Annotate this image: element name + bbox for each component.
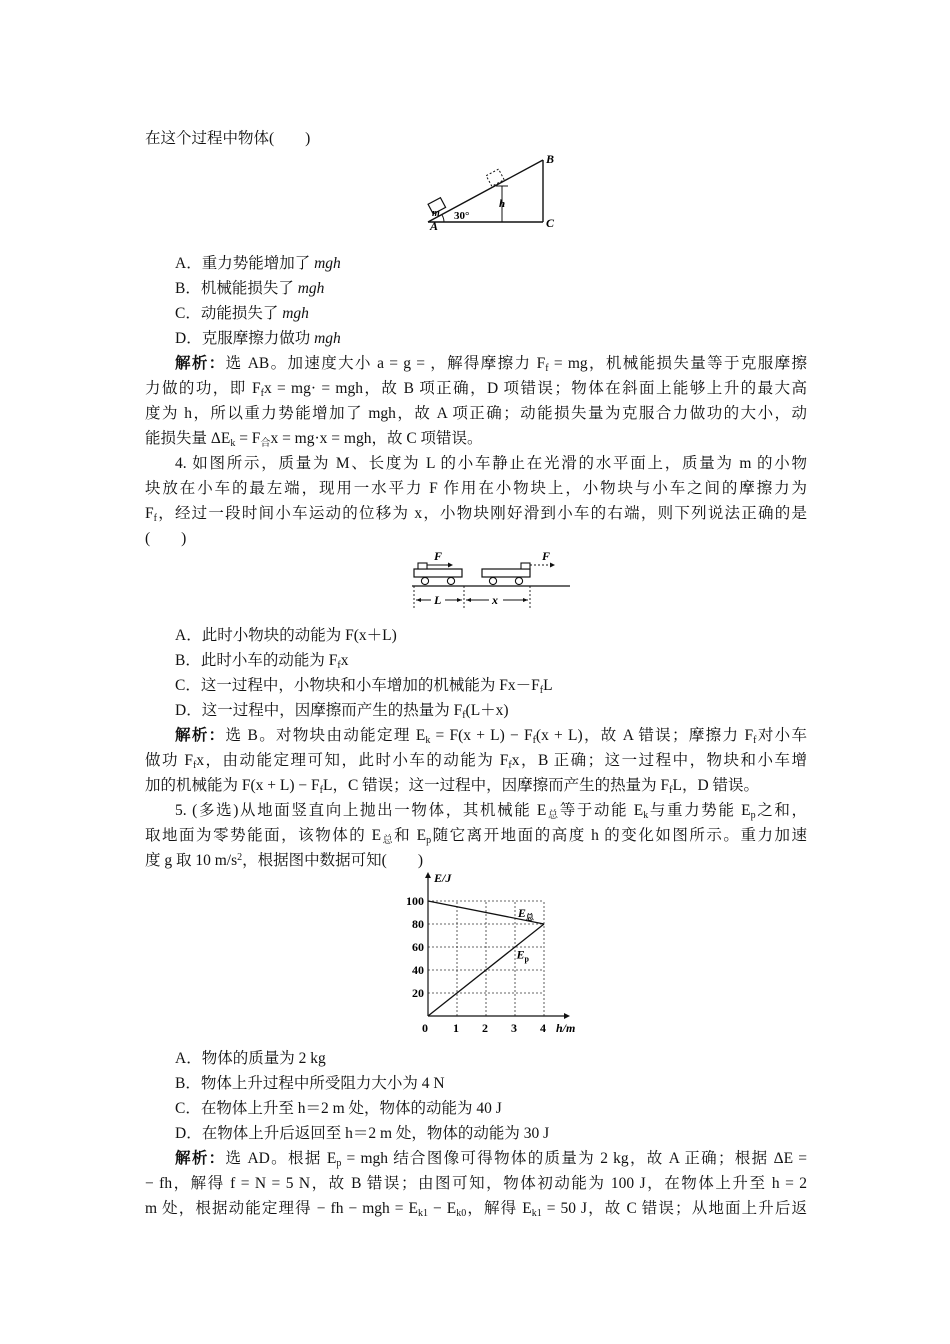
- q5-analysis-line-1: 解析：选 AD。根据 $E_p$ = mgh 结合图像可得物体的质量为 2 kg，故 A 正确；根据 ΔE =: [175, 1150, 807, 1169]
- q5-stem-line-3: 度 g 取 10 $m/s^2$，根据图中数据可知( ): [145, 852, 423, 869]
- y-tick-label: 40: [412, 963, 424, 977]
- q3-option-a: A．重力势能增加了 mgh: [175, 255, 341, 272]
- q5-stem-line-2: 取地面为零势能面，该物体的 $E_总$和 $E_p$随它离开地面的高度 h 的变化如图所示。重力加速: [145, 827, 808, 846]
- q4-analysis-line-3: 加的机械能为 $F(x + L) - F_fL$，C 错误；这一过程中，因摩擦而产生的热量为 $F_fL$，D 错误。: [145, 777, 760, 796]
- q3-analysis-line-4: 能损失量 $\Delta E_k = F_合x = mg\cdot x$ = mgh，故 C 项错误。: [145, 430, 483, 449]
- y-axis-arrow: [425, 872, 431, 878]
- y-tick-label: 100: [406, 894, 424, 908]
- q5-stem-line-1: 5. (多选)从地面竖直向上抛出一物体，其机械能 $E_总$等于动能 $E_k$与重力势能 $E_p$之和，: [175, 802, 807, 821]
- x-tick-label: 3: [511, 1021, 517, 1035]
- length-label: L: [434, 593, 442, 607]
- q5-option-b: B．物体上升过程中所受阻力大小为 4 N: [175, 1075, 445, 1092]
- series-label: $E_总$: [517, 906, 534, 923]
- q4-analysis-line-2: 做功 $F_fx$，由动能定理可知，此时小车的动能为 $F_fx$，B 正确；这一过程中，物块和小车增: [145, 752, 808, 771]
- series-label: $E_p$: [516, 947, 529, 964]
- label-b: B: [546, 152, 555, 166]
- q4-stem-line-1: 4. 如图所示，质量为 M、长度为 L 的小车静止在光滑的水平面上，质量为 m 的小物: [175, 455, 807, 472]
- q4-option-d: D．这一过程中，因摩擦而产生的热量为 $F_f(L+x)$: [175, 702, 509, 721]
- q3-option-d: D．克服摩擦力做功 mgh: [175, 330, 341, 347]
- q3-stem: 在这个过程中物体( ): [145, 130, 311, 147]
- label-a: A: [430, 219, 439, 233]
- label-h: h: [499, 198, 506, 210]
- q3-option-c: C．动能损失了 mgh: [175, 305, 309, 322]
- q4-stem-line-4: ( ): [145, 530, 187, 547]
- incline-figure: [420, 150, 570, 234]
- q3-analysis-line-3: 度为 h，所以重力势能增加了 mgh，故 A 项正确；动能损失量为克服合力做功的大小，动: [145, 405, 807, 422]
- q3-analysis-line-2: 力做的功，即 $F_fx = mg\cdot$ = mgh，故 B 项正确，D 项错误；物体在斜面上能够上升的最大高: [145, 380, 808, 399]
- label-angle: 30°: [454, 210, 470, 222]
- q4-analysis-line-1: 解析：选 B。对物块由动能定理 $E_k = F(x + L) - F_f(x + L)$，故 A 错误；摩擦力 $F_f$对小车: [175, 727, 807, 746]
- label-c: C: [546, 216, 555, 230]
- x-axis-arrow: [564, 1013, 570, 1019]
- force-label-1: F: [434, 552, 443, 563]
- q3-analysis-line-1: 解析：选 AB。加速度大小 a = g = ，解得摩擦力 $F_f$ = mg，机械能损失量等于克服摩擦: [175, 355, 807, 374]
- x-axis-label: h/m: [556, 1021, 576, 1035]
- y-axis-label: E/J: [434, 871, 452, 885]
- q5-option-c: C．在物体上升至 h＝2 m 处，物体的动能为 40 J: [175, 1100, 502, 1117]
- label-m: m: [432, 208, 440, 219]
- energy-chart: [396, 868, 586, 1036]
- y-tick-label: 20: [412, 986, 424, 1000]
- x-tick-label: 4: [540, 1021, 546, 1035]
- y-tick-label: 80: [412, 917, 424, 931]
- force-label-2: F: [542, 552, 551, 563]
- q4-stem-line-2: 块放在小车的最左端，现用一水平力 F 作用在小物块上，小物块与小车之间的摩擦力为: [145, 480, 807, 497]
- q5-analysis-line-2: − fh，解得 f = N = 5 N，故 B 错误；由图可知，物体初动能为 100 J，在物体上升至 h = 2: [145, 1175, 807, 1192]
- q5-option-a: A．物体的质量为 2 kg: [175, 1050, 326, 1067]
- cart-figure: [408, 552, 574, 612]
- x-tick-label: 2: [482, 1021, 488, 1035]
- x-tick-label: 1: [453, 1021, 459, 1035]
- q5-analysis-line-3: m 处，根据动能定理得 − fh − mgh = $E_{k1} - E_{k0}$，解得 $E_{k1} = 50$ J，故 C 错误；从地面上升后返: [145, 1200, 807, 1219]
- q5-option-d: D．在物体上升后返回至 h＝2 m 处，物体的动能为 30 J: [175, 1125, 550, 1142]
- q4-option-c: C．这一过程中，小物块和小车增加的机械能为 $Fx-F_fL$: [175, 677, 553, 696]
- q3-option-b: B．机械能损失了 mgh: [175, 280, 325, 297]
- x-tick-label: 0: [422, 1021, 428, 1035]
- displacement-label: x: [492, 593, 498, 607]
- q4-option-a: A．此时小物块的动能为 F(x＋L): [175, 627, 397, 644]
- q4-stem-line-3: $F_f$，经过一段时间小车运动的位移为 x，小物块刚好滑到小车的右端，则下列说法正确的是: [145, 505, 807, 524]
- y-tick-label: 60: [412, 940, 424, 954]
- q4-option-b: B．此时小车的动能为 $F_fx$: [175, 652, 349, 671]
